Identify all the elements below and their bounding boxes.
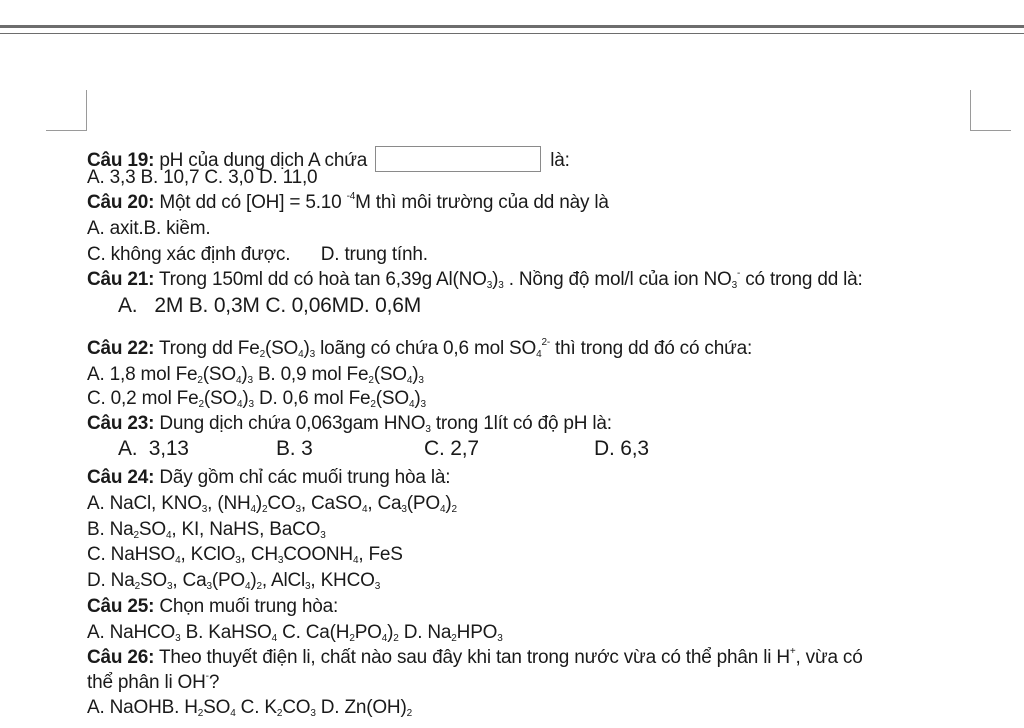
q19-options: A. 3,3 B. 10,7 C. 3,0 D. 11,0 bbox=[87, 167, 318, 188]
q23-option-a: A. 3,13 bbox=[118, 437, 189, 460]
answer-blank-box bbox=[375, 146, 541, 172]
q23-options bbox=[118, 438, 678, 464]
top-rule-thick bbox=[0, 25, 1024, 28]
q19-line: Câu 19: pH của dung dịch A chứa là: bbox=[87, 146, 570, 172]
q26-line: Câu 26: Theo thuyết điện li, chất nào sau đây khi tan trong nước vừa có thể phân li H+, vừa có bbox=[87, 646, 863, 668]
top-rule-thin bbox=[0, 33, 1024, 34]
q26-options: A. NaOHB. $H_2SO_4$ C. $K_2CO_3$ D. $Zn(OH)_2$ bbox=[87, 697, 412, 719]
q24-line: Câu 24: Dãy gồm chỉ các muối trung hòa là: bbox=[87, 467, 451, 488]
q24-option-a: A. NaCl, $KNO_3$, $(NH_4)_2CO_3$, CaSO$_4$, $Ca_3(PO_4)_2$ bbox=[87, 493, 457, 515]
page-corner-right bbox=[970, 90, 1011, 131]
q21-line: Câu 21: Trong 150ml dd có hoà tan 6,39g $Al(NO_3)_3$ . Nồng độ mol/l của ion $NO_3^-$ có trong dd là: bbox=[87, 268, 863, 291]
q19-number: Câu 19: bbox=[87, 150, 155, 171]
page-corner-left bbox=[46, 90, 87, 131]
q23-option-c: C. 2,7 bbox=[424, 437, 479, 460]
q25-options: A. NaHCO$_3$ B. KaHSO$_4$ C. $Ca(H_2PO_4)_2$ D. $Na_2HPO_3$ bbox=[87, 622, 503, 644]
q21-options: A. 2M B. 0,3M C. 0,06MD. 0,6M bbox=[118, 294, 422, 317]
q20-line: Câu 20: Một dd có [OH] = 5.10 $^{-4}$M thì môi trường của dd này là bbox=[87, 191, 609, 213]
q20-options-2: C. không xác định được. D. trung tính. bbox=[87, 244, 428, 265]
q22-options-1: A. 1,8 mol $Fe_2(SO_4)_3$ B. 0,9 mol $Fe_2(SO_4)_3$ bbox=[87, 364, 424, 386]
q24-option-b: B. $Na_2SO_4$, KI, NaHS, BaCO$_3$ bbox=[87, 519, 326, 541]
q24-option-c: C. NaHSO$_4$, KClO$_3$, $CH_3COONH_4$, FeS bbox=[87, 544, 403, 566]
q23-line: Câu 23: Dung dịch chứa 0,063gam $HNO_3$ trong 1lít có độ pH là: bbox=[87, 413, 612, 435]
q24-option-d: D. $Na_2SO_3$, $Ca_3(PO_4)_2$, AlCl$_3$, $KHCO_3$ bbox=[87, 570, 381, 592]
q22-options-2: C. 0,2 mol $Fe_2(SO_4)_3$ D. 0,6 mol $Fe_2(SO_4)_3$ bbox=[87, 388, 426, 410]
q22-line: Câu 22: Trong dd $Fe_2(SO_4)_3$ loãng có chứa 0,6 mol $SO_4^{2-}$ thì trong dd đó có chứa: bbox=[87, 337, 753, 360]
q23-option-b: B. 3 bbox=[276, 437, 313, 460]
q25-line: Câu 25: Chọn muối trung hòa: bbox=[87, 596, 339, 617]
q26-line-2: thể phân li OH-? bbox=[87, 671, 220, 693]
q20-options-1: A. axit.B. kiềm. bbox=[87, 218, 211, 239]
q23-option-d: D. 6,3 bbox=[594, 437, 649, 460]
